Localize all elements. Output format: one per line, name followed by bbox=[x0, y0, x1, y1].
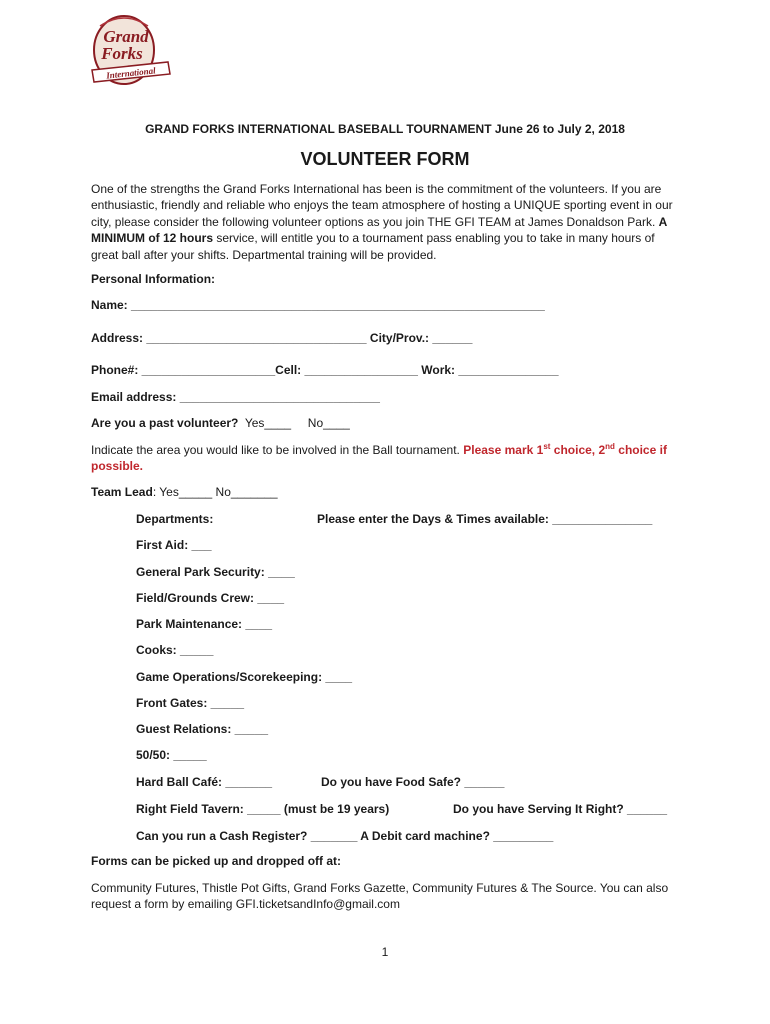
page-number: 1 bbox=[381, 945, 389, 959]
team-lead-label: Team Lead bbox=[91, 485, 153, 499]
intro-text-1: One of the strengths the Grand Forks International has been is the commitment of the volunteers. If you are enthusiastic, friendly and reliable who enjoys the team atmosphere of hosting a UNIQUE sporting event in our city, please consider the following volunteer options as you join THE GFI TEAM at James Donaldson Park. bbox=[91, 182, 673, 229]
team-lead-options: : Yes_____ No_______ bbox=[152, 485, 278, 499]
cash-register-question[interactable]: Can you run a Cash Register? _______ A Debit card machine? _________ bbox=[136, 829, 554, 843]
front-gates-option[interactable]: Front Gates: _____ bbox=[136, 696, 245, 710]
phone-field[interactable]: Phone#: ____________________Cell: _________________ Work: _______________ bbox=[91, 363, 559, 377]
logo-forks-text: Forks bbox=[101, 44, 143, 63]
past-volunteer-no[interactable]: No____ bbox=[307, 416, 350, 430]
hard-ball-cafe-option[interactable]: Hard Ball Café: _______ bbox=[136, 775, 273, 789]
name-field[interactable]: Name: ______________________________________________________________ bbox=[91, 298, 545, 312]
field-crew-option[interactable]: Field/Grounds Crew: ____ bbox=[136, 591, 285, 605]
logo-international-text: International bbox=[105, 65, 157, 81]
past-volunteer-yes[interactable]: Yes____ bbox=[244, 416, 292, 430]
game-operations-option[interactable]: Game Operations/Scorekeeping: ____ bbox=[136, 670, 353, 684]
pickup-label: Forms can be picked up and dropped off at: bbox=[91, 854, 342, 868]
team-lead-row[interactable] bbox=[91, 485, 278, 499]
departments-header: Departments: bbox=[136, 512, 214, 526]
food-safe-question[interactable]: Do you have Food Safe? ______ bbox=[321, 775, 505, 789]
grand-forks-international-logo bbox=[86, 8, 178, 90]
guest-relations-option[interactable]: Guest Relations: _____ bbox=[136, 722, 269, 736]
mark-choice-text: Please mark 1st choice, 2nd choice if possible. bbox=[91, 442, 667, 474]
logo-grand-text: Grand bbox=[103, 27, 149, 46]
intro-text-2: service, will entitle you to a tournament pass enabling you to take in many hours of great ball after your shifts. Departmental training will be provided. bbox=[91, 231, 655, 262]
past-volunteer-question: Are you a past volunteer? bbox=[91, 416, 239, 430]
serving-it-right-question[interactable]: Do you have Serving It Right? ______ bbox=[453, 802, 668, 816]
days-times-field[interactable]: Please enter the Days & Times available: _______________ bbox=[317, 512, 653, 526]
first-aid-option[interactable]: First Aid: ___ bbox=[136, 538, 212, 552]
intro-paragraph bbox=[91, 181, 676, 263]
form-title: VOLUNTEER FORM bbox=[300, 149, 470, 169]
indicate-paragraph bbox=[91, 442, 676, 475]
tournament-title: GRAND FORKS INTERNATIONAL BASEBALL TOURNAMENT June 26 to July 2, 2018 bbox=[145, 122, 625, 136]
indicate-text: Indicate the area you would like to be involved in the Ball tournament. bbox=[91, 443, 460, 457]
address-field[interactable]: Address: _________________________________ City/Prov.: ______ bbox=[91, 331, 473, 345]
park-maintenance-option[interactable]: Park Maintenance: ____ bbox=[136, 617, 273, 631]
personal-info-label: Personal Information: bbox=[91, 272, 216, 286]
past-volunteer-row bbox=[91, 416, 350, 430]
pickup-locations: Community Futures, Thistle Pot Gifts, Grand Forks Gazette, Community Futures & The Source. You can also request a form by emailing GFI.ticketsandInfo@gmail.com bbox=[91, 881, 669, 912]
security-option[interactable]: General Park Security: ____ bbox=[136, 565, 295, 579]
intro-minimum-hours: A MINIMUM of 12 hours bbox=[91, 214, 667, 246]
right-field-tavern-option[interactable]: Right Field Tavern: _____ (must be 19 years) bbox=[136, 802, 390, 816]
email-field[interactable]: Email address: ______________________________ bbox=[91, 390, 380, 404]
fifty-fifty-option[interactable]: 50/50: _____ bbox=[136, 748, 207, 762]
cooks-option[interactable]: Cooks: _____ bbox=[136, 643, 214, 657]
